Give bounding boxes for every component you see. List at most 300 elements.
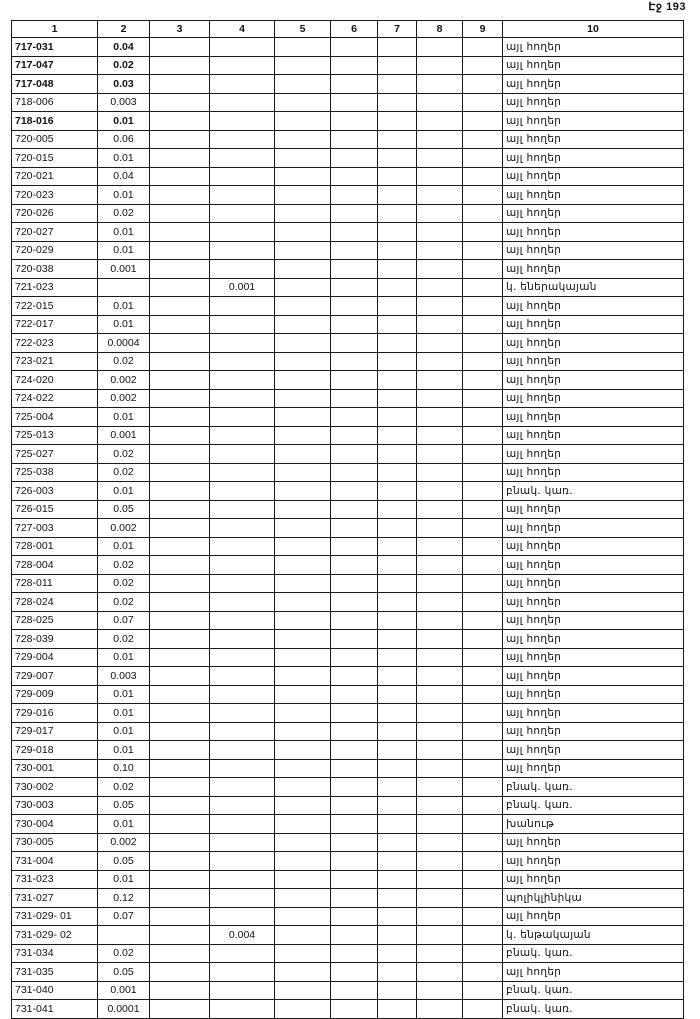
- parcel-code-cell: 729-016: [12, 704, 98, 723]
- empty-cell: [331, 223, 378, 242]
- page-number-label: Էջ 193: [648, 1, 686, 13]
- secondary-area-cell: [210, 260, 275, 279]
- empty-cell: [331, 241, 378, 260]
- area-value-cell: 0.002: [98, 833, 150, 852]
- empty-cell: [150, 75, 210, 94]
- empty-cell: [150, 981, 210, 1000]
- secondary-area-cell: [210, 889, 275, 908]
- table-row: [12, 297, 684, 316]
- empty-cell: [275, 186, 331, 205]
- area-value-cell: 0.01: [98, 112, 150, 131]
- area-value-cell: 0.01: [98, 241, 150, 260]
- empty-cell: [275, 352, 331, 371]
- area-value-cell: 0.02: [98, 352, 150, 371]
- parcel-code-cell: 723-021: [12, 352, 98, 371]
- empty-cell: [378, 315, 417, 334]
- parcel-code-cell: 728-024: [12, 593, 98, 612]
- secondary-area-cell: [210, 556, 275, 575]
- land-use-cell: այլ հողեր: [503, 93, 684, 112]
- empty-cell: [417, 75, 463, 94]
- empty-cell: [463, 204, 503, 223]
- secondary-area-cell: [210, 981, 275, 1000]
- secondary-area-cell: [210, 352, 275, 371]
- empty-cell: [331, 278, 378, 297]
- secondary-area-cell: [210, 611, 275, 630]
- empty-cell: [150, 408, 210, 427]
- empty-cell: [275, 426, 331, 445]
- parcel-code-cell: 725-004: [12, 408, 98, 427]
- parcel-code-cell: 730-003: [12, 796, 98, 815]
- parcel-code-cell: 725-027: [12, 445, 98, 464]
- table-body: [12, 38, 684, 1019]
- secondary-area-cell: [210, 648, 275, 667]
- empty-cell: [417, 722, 463, 741]
- area-value-cell: 0.01: [98, 315, 150, 334]
- table-row: [12, 112, 684, 131]
- empty-cell: [463, 630, 503, 649]
- empty-cell: [275, 926, 331, 945]
- empty-cell: [331, 611, 378, 630]
- empty-cell: [417, 907, 463, 926]
- empty-cell: [275, 1000, 331, 1019]
- column-header-5: 5: [275, 21, 331, 38]
- secondary-area-cell: [210, 1000, 275, 1019]
- empty-cell: [378, 556, 417, 575]
- land-use-cell: այլ հողեր: [503, 722, 684, 741]
- secondary-area-cell: [210, 75, 275, 94]
- empty-cell: [331, 204, 378, 223]
- empty-cell: [275, 167, 331, 186]
- empty-cell: [378, 56, 417, 75]
- empty-cell: [331, 56, 378, 75]
- parcel-code-cell: 726-015: [12, 500, 98, 519]
- empty-cell: [275, 315, 331, 334]
- table-row: [12, 630, 684, 649]
- land-use-cell: այլ հողեր: [503, 963, 684, 982]
- empty-cell: [417, 389, 463, 408]
- table-row: [12, 315, 684, 334]
- secondary-area-cell: [210, 833, 275, 852]
- table-row: [12, 149, 684, 168]
- empty-cell: [417, 944, 463, 963]
- empty-cell: [378, 75, 417, 94]
- empty-cell: [150, 685, 210, 704]
- table-row: [12, 445, 684, 464]
- empty-cell: [150, 223, 210, 242]
- table-row: [12, 685, 684, 704]
- table-row: [12, 611, 684, 630]
- secondary-area-cell: [210, 944, 275, 963]
- empty-cell: [331, 149, 378, 168]
- empty-cell: [150, 611, 210, 630]
- empty-cell: [378, 223, 417, 242]
- table-row: [12, 574, 684, 593]
- parcel-code-cell: 728-039: [12, 630, 98, 649]
- table-row: [12, 704, 684, 723]
- empty-cell: [417, 889, 463, 908]
- land-use-cell: այլ հողեր: [503, 389, 684, 408]
- empty-cell: [463, 297, 503, 316]
- empty-cell: [417, 796, 463, 815]
- empty-cell: [275, 796, 331, 815]
- parcel-code-cell: 731-027: [12, 889, 98, 908]
- empty-cell: [275, 852, 331, 871]
- empty-cell: [463, 889, 503, 908]
- empty-cell: [463, 815, 503, 834]
- empty-cell: [150, 574, 210, 593]
- empty-cell: [331, 38, 378, 57]
- empty-cell: [275, 278, 331, 297]
- area-value-cell: 0.01: [98, 648, 150, 667]
- table-row: [12, 371, 684, 390]
- table-row: [12, 352, 684, 371]
- parcel-code-cell: 720-027: [12, 223, 98, 242]
- empty-cell: [275, 815, 331, 834]
- table-row: [12, 167, 684, 186]
- land-use-cell: այլ հողեր: [503, 630, 684, 649]
- empty-cell: [417, 926, 463, 945]
- empty-cell: [378, 593, 417, 612]
- area-value-cell: 0.05: [98, 796, 150, 815]
- table-row: [12, 38, 684, 57]
- empty-cell: [275, 500, 331, 519]
- parcel-code-cell: 717-047: [12, 56, 98, 75]
- empty-cell: [378, 482, 417, 501]
- secondary-area-cell: [210, 667, 275, 686]
- table-row: [12, 426, 684, 445]
- empty-cell: [150, 537, 210, 556]
- secondary-area-cell: [210, 445, 275, 464]
- empty-cell: [275, 648, 331, 667]
- empty-cell: [150, 704, 210, 723]
- area-value-cell: 0.07: [98, 611, 150, 630]
- secondary-area-cell: [210, 519, 275, 538]
- area-value-cell: 0.002: [98, 371, 150, 390]
- empty-cell: [378, 93, 417, 112]
- parcel-code-cell: 728-025: [12, 611, 98, 630]
- empty-cell: [275, 759, 331, 778]
- parcel-code-cell: 730-005: [12, 833, 98, 852]
- empty-cell: [463, 371, 503, 390]
- empty-cell: [463, 1000, 503, 1019]
- empty-cell: [463, 352, 503, 371]
- empty-cell: [275, 611, 331, 630]
- empty-cell: [150, 630, 210, 649]
- empty-cell: [331, 130, 378, 149]
- empty-cell: [150, 93, 210, 112]
- land-use-cell: բնակ. կառ.: [503, 944, 684, 963]
- empty-cell: [417, 445, 463, 464]
- area-value-cell: 0.02: [98, 944, 150, 963]
- empty-cell: [275, 870, 331, 889]
- empty-cell: [378, 815, 417, 834]
- empty-cell: [275, 981, 331, 1000]
- secondary-area-cell: [210, 759, 275, 778]
- land-use-cell: այլ հողեր: [503, 667, 684, 686]
- empty-cell: [150, 445, 210, 464]
- land-use-cell: բնակ. կառ.: [503, 778, 684, 797]
- empty-cell: [150, 815, 210, 834]
- secondary-area-cell: [210, 870, 275, 889]
- empty-cell: [378, 852, 417, 871]
- empty-cell: [150, 167, 210, 186]
- area-value-cell: 0.003: [98, 667, 150, 686]
- empty-cell: [378, 907, 417, 926]
- table-row: [12, 907, 684, 926]
- empty-cell: [331, 759, 378, 778]
- secondary-area-cell: [210, 537, 275, 556]
- empty-cell: [417, 778, 463, 797]
- empty-cell: [378, 870, 417, 889]
- empty-cell: [275, 667, 331, 686]
- table-header-row: [12, 21, 684, 38]
- secondary-area-cell: [210, 56, 275, 75]
- empty-cell: [275, 778, 331, 797]
- empty-cell: [378, 371, 417, 390]
- area-value-cell: 0.02: [98, 204, 150, 223]
- empty-cell: [378, 389, 417, 408]
- empty-cell: [417, 463, 463, 482]
- land-use-cell: այլ հողեր: [503, 112, 684, 131]
- empty-cell: [378, 833, 417, 852]
- secondary-area-cell: [210, 315, 275, 334]
- land-use-cell: այլ հողեր: [503, 833, 684, 852]
- parcel-code-cell: 718-016: [12, 112, 98, 131]
- empty-cell: [378, 926, 417, 945]
- empty-cell: [275, 408, 331, 427]
- land-register-table: [11, 20, 684, 1019]
- empty-cell: [463, 500, 503, 519]
- secondary-area-cell: [210, 815, 275, 834]
- empty-cell: [417, 556, 463, 575]
- parcel-code-cell: 720-029: [12, 241, 98, 260]
- empty-cell: [463, 93, 503, 112]
- table-row: [12, 241, 684, 260]
- parcel-code-cell: 717-048: [12, 75, 98, 94]
- land-use-cell: այլ հողեր: [503, 574, 684, 593]
- empty-cell: [417, 130, 463, 149]
- table-row: [12, 56, 684, 75]
- parcel-code-cell: 726-003: [12, 482, 98, 501]
- land-use-cell: այլ հողեր: [503, 519, 684, 538]
- empty-cell: [275, 593, 331, 612]
- land-use-cell: այլ հողեր: [503, 445, 684, 464]
- empty-cell: [463, 112, 503, 131]
- empty-cell: [150, 870, 210, 889]
- secondary-area-cell: [210, 778, 275, 797]
- empty-cell: [417, 315, 463, 334]
- area-value-cell: 0.01: [98, 685, 150, 704]
- empty-cell: [463, 704, 503, 723]
- area-value-cell: 0.02: [98, 778, 150, 797]
- secondary-area-cell: [210, 223, 275, 242]
- empty-cell: [275, 907, 331, 926]
- land-use-cell: բնակ. կառ.: [503, 482, 684, 501]
- empty-cell: [417, 352, 463, 371]
- empty-cell: [417, 93, 463, 112]
- table-row: [12, 556, 684, 575]
- parcel-code-cell: 717-031: [12, 38, 98, 57]
- empty-cell: [463, 315, 503, 334]
- empty-cell: [275, 297, 331, 316]
- parcel-code-cell: 731-004: [12, 852, 98, 871]
- land-use-cell: այլ հողեր: [503, 241, 684, 260]
- secondary-area-cell: [210, 112, 275, 131]
- area-value-cell: 0.03: [98, 75, 150, 94]
- empty-cell: [331, 833, 378, 852]
- table-row: [12, 223, 684, 242]
- empty-cell: [417, 297, 463, 316]
- empty-cell: [378, 648, 417, 667]
- empty-cell: [331, 852, 378, 871]
- empty-cell: [417, 241, 463, 260]
- secondary-area-cell: [210, 426, 275, 445]
- empty-cell: [378, 574, 417, 593]
- table-row: [12, 278, 684, 297]
- empty-cell: [331, 685, 378, 704]
- empty-cell: [417, 223, 463, 242]
- land-use-cell: այլ հողեր: [503, 907, 684, 926]
- empty-cell: [417, 334, 463, 353]
- empty-cell: [463, 981, 503, 1000]
- empty-cell: [275, 241, 331, 260]
- land-use-cell: այլ հողեր: [503, 759, 684, 778]
- parcel-code-cell: 731-040: [12, 981, 98, 1000]
- parcel-code-cell: 720-026: [12, 204, 98, 223]
- empty-cell: [275, 630, 331, 649]
- empty-cell: [378, 463, 417, 482]
- table-row: [12, 1000, 684, 1019]
- empty-cell: [150, 778, 210, 797]
- area-value-cell: 0.01: [98, 186, 150, 205]
- empty-cell: [463, 833, 503, 852]
- column-header-4: 4: [210, 21, 275, 38]
- empty-cell: [275, 574, 331, 593]
- area-value-cell: 0.04: [98, 38, 150, 57]
- secondary-area-cell: 0.001: [210, 278, 275, 297]
- empty-cell: [331, 963, 378, 982]
- land-use-cell: խանութ: [503, 815, 684, 834]
- area-value-cell: 0.05: [98, 852, 150, 871]
- empty-cell: [150, 297, 210, 316]
- empty-cell: [275, 833, 331, 852]
- empty-cell: [463, 334, 503, 353]
- empty-cell: [378, 186, 417, 205]
- empty-cell: [463, 167, 503, 186]
- table-row: [12, 852, 684, 871]
- empty-cell: [463, 907, 503, 926]
- land-use-cell: այլ հողեր: [503, 38, 684, 57]
- empty-cell: [331, 463, 378, 482]
- empty-cell: [150, 149, 210, 168]
- empty-cell: [331, 722, 378, 741]
- secondary-area-cell: [210, 722, 275, 741]
- area-value-cell: 0.02: [98, 445, 150, 464]
- parcel-code-cell: 718-006: [12, 93, 98, 112]
- table-row: [12, 778, 684, 797]
- empty-cell: [275, 334, 331, 353]
- table-row: [12, 667, 684, 686]
- empty-cell: [378, 1000, 417, 1019]
- empty-cell: [150, 833, 210, 852]
- parcel-code-cell: 722-015: [12, 297, 98, 316]
- empty-cell: [331, 297, 378, 316]
- empty-cell: [463, 741, 503, 760]
- empty-cell: [417, 537, 463, 556]
- empty-cell: [378, 667, 417, 686]
- empty-cell: [378, 352, 417, 371]
- empty-cell: [378, 204, 417, 223]
- empty-cell: [463, 75, 503, 94]
- empty-cell: [463, 241, 503, 260]
- area-value-cell: 0.0004: [98, 334, 150, 353]
- parcel-code-cell: 730-002: [12, 778, 98, 797]
- area-value-cell: 0.001: [98, 260, 150, 279]
- empty-cell: [463, 186, 503, 205]
- table-row: [12, 796, 684, 815]
- land-use-cell: այլ հողեր: [503, 537, 684, 556]
- empty-cell: [463, 685, 503, 704]
- parcel-code-cell: 729-009: [12, 685, 98, 704]
- empty-cell: [417, 371, 463, 390]
- secondary-area-cell: 0.004: [210, 926, 275, 945]
- empty-cell: [150, 56, 210, 75]
- table-row: [12, 648, 684, 667]
- land-use-cell: այլ հողեր: [503, 408, 684, 427]
- secondary-area-cell: [210, 796, 275, 815]
- land-use-cell: այլ հողեր: [503, 593, 684, 612]
- empty-cell: [150, 1000, 210, 1019]
- parcel-code-cell: 725-013: [12, 426, 98, 445]
- empty-cell: [378, 685, 417, 704]
- empty-cell: [275, 56, 331, 75]
- table-row: [12, 186, 684, 205]
- area-value-cell: 0.01: [98, 408, 150, 427]
- empty-cell: [463, 38, 503, 57]
- empty-cell: [150, 648, 210, 667]
- empty-cell: [417, 426, 463, 445]
- empty-cell: [150, 389, 210, 408]
- land-use-cell: այլ հողեր: [503, 556, 684, 575]
- empty-cell: [463, 537, 503, 556]
- table-row: [12, 926, 684, 945]
- empty-cell: [275, 445, 331, 464]
- area-value-cell: 0.02: [98, 574, 150, 593]
- empty-cell: [378, 759, 417, 778]
- area-value-cell: 0.12: [98, 889, 150, 908]
- empty-cell: [463, 260, 503, 279]
- parcel-code-cell: 721-023: [12, 278, 98, 297]
- empty-cell: [275, 149, 331, 168]
- parcel-code-cell: 730-004: [12, 815, 98, 834]
- empty-cell: [275, 223, 331, 242]
- land-use-cell: այլ հողեր: [503, 167, 684, 186]
- parcel-code-cell: 722-017: [12, 315, 98, 334]
- empty-cell: [150, 889, 210, 908]
- land-use-cell: այլ հողեր: [503, 500, 684, 519]
- parcel-code-cell: 731-029- 02: [12, 926, 98, 945]
- parcel-code-cell: 724-020: [12, 371, 98, 390]
- parcel-code-cell: 720-023: [12, 186, 98, 205]
- empty-cell: [150, 722, 210, 741]
- secondary-area-cell: [210, 741, 275, 760]
- empty-cell: [331, 408, 378, 427]
- parcel-code-cell: 728-011: [12, 574, 98, 593]
- empty-cell: [417, 408, 463, 427]
- empty-cell: [150, 667, 210, 686]
- empty-cell: [150, 741, 210, 760]
- empty-cell: [417, 833, 463, 852]
